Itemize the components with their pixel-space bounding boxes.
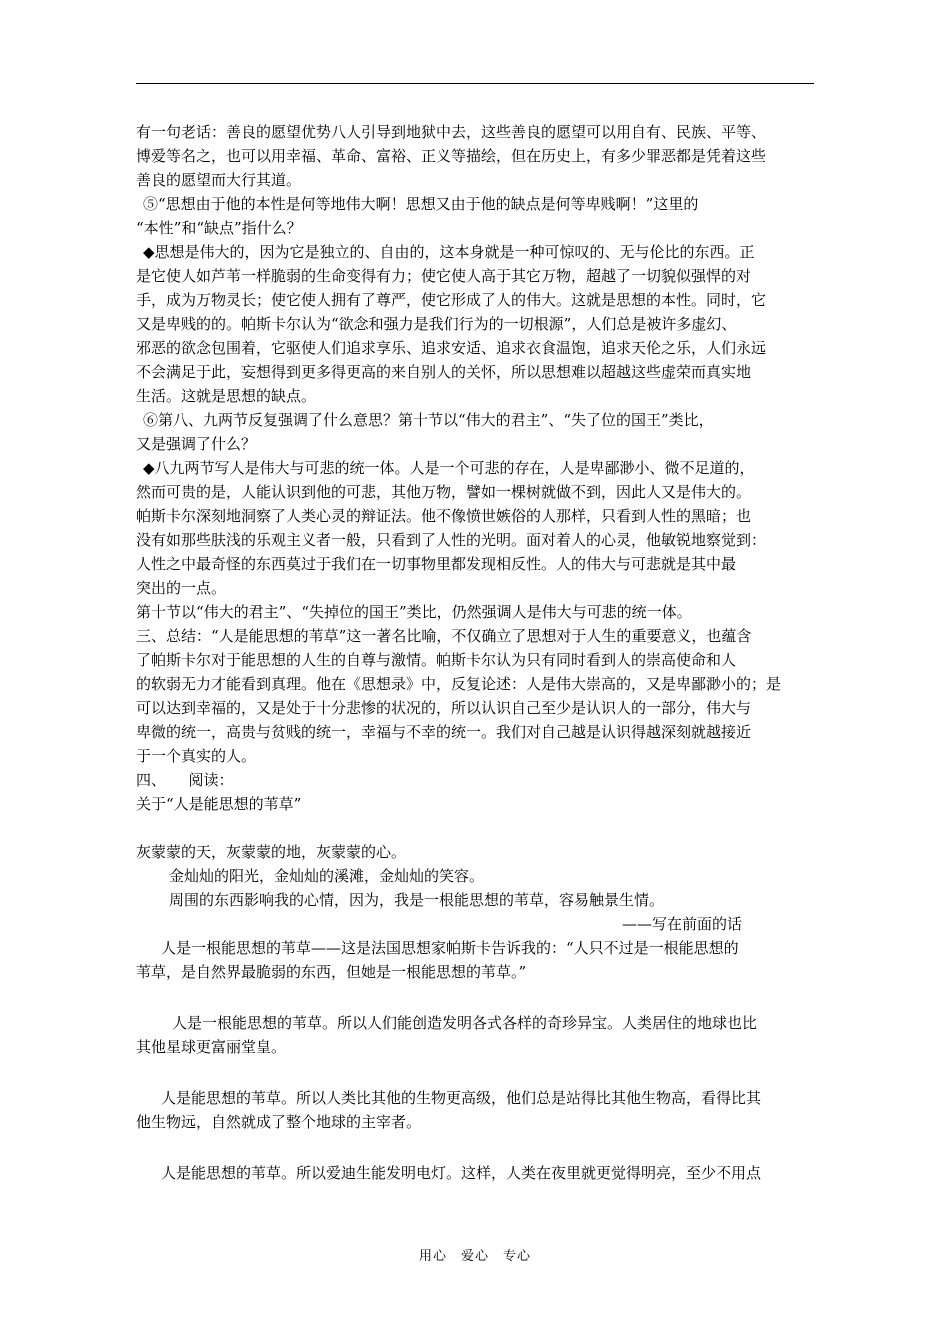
text-line: 苇草，是自然界最脆弱的东西，但她是一根能思想的苇草。” (136, 963, 527, 981)
page-footer: 用心 爱心 专心 (418, 1249, 531, 1264)
text-line: ◆八九两节写人是伟大与可悲的统一体。人是一个可悲的存在，人是卑鄙渺小、微不足道的， (143, 459, 755, 477)
text-line: 人是一根能思想的苇草——这是法国思想家帕斯卡告诉我的：“人只不过是一根能思想的 (161, 939, 739, 957)
text-line: 卑微的统一，高贵与贫贱的统一，幸福与不幸的统一。我们对自己越是认识得越深刻就越接近 (136, 723, 752, 741)
text-line: 第十节以“伟大的君主”、“失掉位的国王”类比，仍然强调人是伟大与可悲的统一体。 (136, 603, 692, 621)
poem-line: 周围的东西影响我的心情，因为，我是一根能思想的苇草，容易触景生情。 (169, 891, 665, 909)
text-line: “本性”和“缺点”指什么？ (136, 219, 302, 237)
answer-5 (136, 240, 814, 408)
text-line: 善良的愿望而大行其道。 (136, 171, 302, 189)
text-line: ⑤“思想由于他的本性是何等地伟大啊！思想又由于他的缺点是何等卑贱啊！”这里的 (143, 195, 699, 213)
text-line: 人是能思想的苇草。所以人类比其他的生物更高级，他们总是站得比其他生物高，看得比其 (161, 1089, 762, 1107)
essay-paragraph-1 (136, 936, 814, 984)
essay-paragraph-3 (136, 1086, 814, 1134)
text-line: 三、总结：“人是能思想的苇草”这一著名比喻，不仅确立了思想对于人生的重要意义，也蕴含 (136, 627, 752, 645)
poem-line: 灰蒙蒙的天，灰蒙蒙的地，灰蒙蒙的心。 (136, 843, 407, 861)
text-line: 人是一根能思想的苇草。所以人们能创造发明各式各样的奇珍异宝。人类居住的地球也比 (172, 1014, 758, 1032)
text-line: 不会满足于此，妄想得到更多得更高的来自别人的关怀，所以思想难以超越这些虚荣而真实地 (136, 363, 752, 381)
text-line: 没有如那些肤浅的乐观主义者一般，只看到了人性的光明。面对着人的心灵，他敏锐地察觉到： (136, 531, 767, 549)
essay-paragraph-4 (136, 1161, 814, 1185)
text-line: 手，成为万物灵长；使它使人拥有了尊严，使它形成了人的伟大。这就是思想的本性。同时，它 (136, 291, 767, 309)
text-line: 有一句老话：善良的愿望优势八人引导到地狱中去，这些善良的愿望可以用自有、民族、平等、 (136, 123, 767, 141)
text-line: 人性之中最奇怪的东西莫过于我们在一切事物里都发现相反性。人的伟大与可悲就是其中最 (136, 555, 737, 573)
essay-paragraph-2 (136, 1011, 814, 1059)
question-6 (136, 408, 814, 456)
text-line: 是它使人如芦苇一样脆弱的生命变得有力；使它使人高于其它万物，超越了一切貌似强悍的对 (136, 267, 752, 285)
text-line: 生活。这就是思想的缺点。 (136, 387, 317, 405)
text-line: 的软弱无力才能看到真理。他在《思想录》中，反复论述：人是伟大崇高的，又是卑鄙渺小的；是 (136, 675, 782, 693)
text-line: 又是卑贱的的。帕斯卡尔认为“欲念和强力是我们行为的一切根源”，人们总是被许多虚幻、 (136, 315, 737, 333)
text-line: 人是能思想的苇草。所以爱迪生能发明电灯。这样，人类在夜里就更觉得明亮，至少不用点 (161, 1164, 762, 1182)
paragraph-old-saying (136, 120, 814, 192)
text-line: 邪恶的欲念包围着，它驱使人们追求享乐、追求安适、追求衣食温饱，追求天伦之乐，人们永远 (136, 339, 767, 357)
text-line: 他生物远，自然就成了整个地球的主宰者。 (136, 1113, 422, 1131)
header-rule (136, 83, 814, 84)
poem-line: 金灿灿的阳光，金灿灿的溪滩，金灿灿的笑容。 (169, 867, 485, 885)
answer-6 (136, 456, 814, 600)
text-line: 突出的一点。 (136, 579, 227, 597)
text-line: 帕斯卡尔深刻地洞察了人类心灵的辩证法。他不像愤世嫉俗的人那样，只看到人性的黑暗；也 (136, 507, 752, 525)
text-line: ◆思想是伟大的，因为它是独立的、自由的，这本身就是一种可惊叹的、无与伦比的东西。正 (143, 243, 755, 261)
question-5 (136, 192, 814, 240)
text-line: 了帕斯卡尔对于能思想的人生的自尊与激情。帕斯卡尔认为只有同时看到人的崇高使命和人 (136, 651, 737, 669)
text-line: 于一个真实的人。 (136, 747, 257, 765)
poem-attribution: ——写在前面的话 (621, 915, 742, 933)
text-line: ⑥第八、九两节反复强调了什么意思？第十节以“伟大的君主”、“失了位的国王”类比， (143, 411, 714, 429)
text-line: 博爱等名之，也可以用幸福、革命、富裕、正义等描绘，但在历史上，有多少罪恶都是凭着这些 (136, 147, 767, 165)
essay-title: 关于“人是能思想的苇草” (136, 795, 302, 813)
text-line: 又是强调了什么？ (136, 435, 257, 453)
text-line: 然而可贵的是，人能认识到他的可悲，其他万物，譬如一棵树就做不到，因此人又是伟大的。 (136, 483, 752, 501)
paragraph-section-10 (136, 600, 814, 624)
poem-block (136, 840, 814, 936)
text-line: 可以达到幸福的，又是处于十分悲惨的状况的，所以认识自己至少是认识人的一部分，伟大与 (136, 699, 752, 717)
text-line: 其他星球更富丽堂皇。 (136, 1038, 287, 1056)
summary-section (136, 624, 814, 768)
reading-heading: 四、 阅读： (136, 771, 234, 789)
document-body (136, 120, 814, 1185)
